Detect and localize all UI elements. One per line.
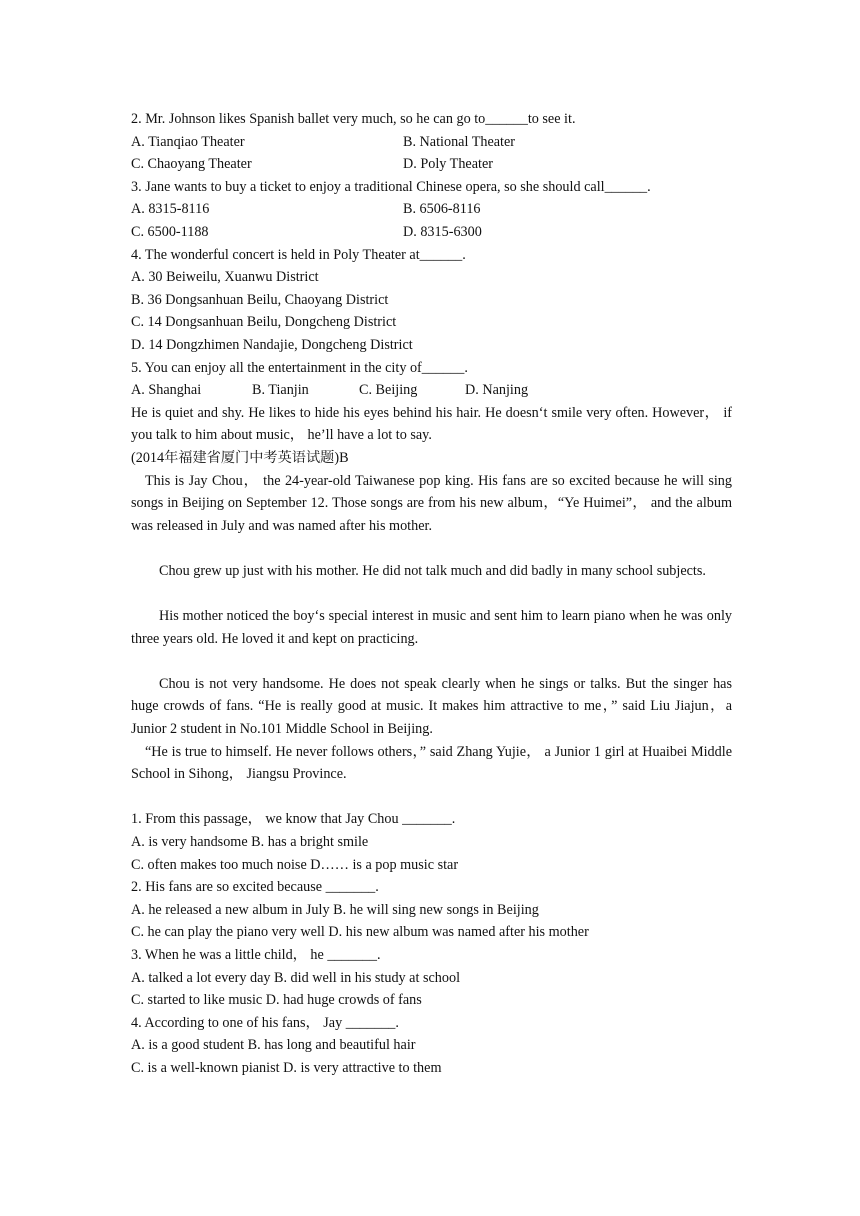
question-2-options-row-2: [131, 153, 732, 176]
passage-question-3: 3. When he was a little child， he _______.: [131, 946, 381, 963]
paragraph-gap: [131, 537, 732, 560]
question-3-options-row-1: [131, 198, 732, 221]
question-3: 3. Jane wants to buy a ticket to enjoy a traditional Chinese opera, so she should call______.: [131, 178, 651, 195]
paragraph-gap: [131, 786, 732, 809]
question-3-options-row-2: [131, 221, 732, 244]
option-b: B. National Theater: [403, 133, 516, 150]
passage-question-2: 2. His fans are so excited because _______.: [131, 879, 379, 896]
option-c: C. 14 Dongsanhuan Beilu, Dongcheng District: [131, 314, 397, 331]
question-5: 5. You can enjoy all the entertainment in the city of______.: [131, 359, 468, 376]
document-page: [131, 108, 732, 1080]
passage-question-1-options-ab: A. is very handsome B. has a bright smile: [131, 834, 369, 850]
paragraph-gap: [131, 582, 732, 605]
passage-question-1-options-cd: C. often makes too much noise D…… is a pop music star: [131, 856, 459, 873]
passage-question-4-options-cd: C. is a well-known pianist D. is very attractive to them: [131, 1059, 442, 1076]
option-a: A. 8315-8116: [131, 201, 210, 218]
option-b: B. Tianjin: [252, 382, 309, 399]
option-d: D. Poly Theater: [403, 156, 493, 173]
passage-paragraph-2: Chou grew up just with his mother. He did not talk much and did badly in many school subjects.: [159, 562, 706, 579]
passage-paragraph-3: His mother noticed the boy‘s special interest in music and sent him to learn piano when he was only three years old. He loved it and kept on practicing.: [131, 608, 732, 647]
option-d: D. 8315-6300: [403, 223, 482, 240]
question-4: 4. The wonderful concert is held in Poly Theater at______.: [131, 246, 466, 263]
source-title: (2014年福建省厦门中考英语试题)B: [131, 449, 349, 466]
passage-question-4: 4. According to one of his fans， Jay _______.: [131, 1014, 399, 1031]
question-2-options-row-1: [131, 131, 732, 154]
passage-paragraph-5: “He is true to himself. He never follows others，” said Zhang Yujie， a Junior 1 girl at Huaibei Middle School in Sihong， Jiangsu Province.: [131, 743, 732, 783]
option-c: C. Beijing: [359, 382, 418, 399]
question-2: 2. Mr. Johnson likes Spanish ballet very much, so he can go to______to see it.: [131, 111, 576, 127]
passage-paragraph-4: Chou is not very handsome. He does not speak clearly when he sings or talks. But the singer has huge crowds of fans. “He is really good at music. It makes him attractive to me，” said Liu Jiajun，a Junior 2 student in No.101 Middle School in Beijing.: [131, 675, 732, 738]
option-c: C. Chaoyang Theater: [131, 156, 252, 173]
passage-question-3-options-cd: C. started to like music D. had huge crowds of fans: [131, 992, 422, 1009]
question-5-options: [131, 379, 732, 402]
option-a: A. 30 Beiweilu, Xuanwu District: [131, 269, 319, 286]
passage-question-2-options-ab: A. he released a new album in July B. he will sing new songs in Beijing: [131, 901, 539, 918]
option-c: C. 6500-1188: [131, 223, 209, 240]
option-b: B. 6506-8116: [403, 201, 481, 218]
passage-question-3-options-ab: A. talked a lot every day B. did well in his study at school: [131, 969, 461, 986]
paragraph-gap: [131, 650, 732, 673]
option-b: B. 36 Dongsanhuan Beilu, Chaoyang District: [131, 291, 389, 308]
passage-question-2-options-cd: C. he can play the piano very well D. his new album was named after his mother: [131, 924, 589, 941]
option-a: A. Shanghai: [131, 382, 202, 399]
option-d: D. 14 Dongzhimen Nandajie, Dongcheng District: [131, 336, 413, 353]
intro-paragraph: He is quiet and shy. He likes to hide his eyes behind his hair. He doesn‘t smile very often. However， if you talk to him about music， he’ll have a lot to say.: [131, 404, 732, 444]
option-d: D. Nanjing: [465, 382, 529, 399]
passage-paragraph-1: This is Jay Chou， the 24-year-old Taiwanese pop king. His fans are so excited because he will sing songs in Beijing on September 12. Those songs are from his new album，“Ye Huimei”， and the album was released in July and was named after his mother.: [131, 472, 732, 534]
option-a: A. Tianqiao Theater: [131, 133, 245, 150]
passage-question-1: 1. From this passage， we know that Jay Chou _______.: [131, 811, 456, 828]
passage-question-4-options-ab: A. is a good student B. has long and beautiful hair: [131, 1037, 416, 1054]
